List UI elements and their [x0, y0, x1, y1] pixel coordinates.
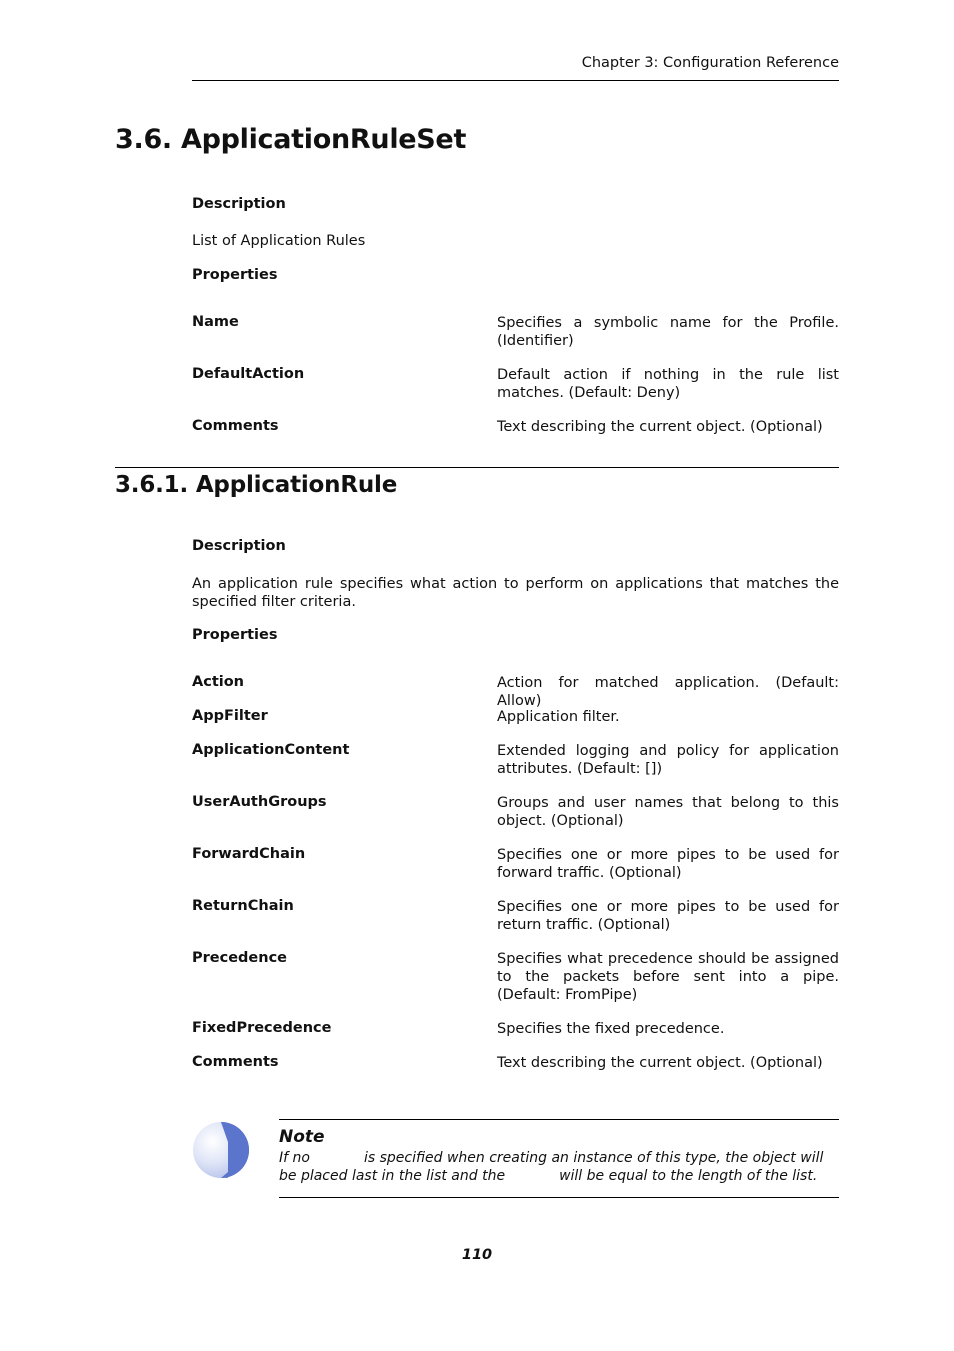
page-number: 110 [461, 1247, 493, 1263]
property-name: ReturnChain [192, 898, 294, 914]
property-name: DefaultAction [192, 366, 305, 382]
note-text-part: is specified when creating an instance of this type, the object will be placed last in the list and the [279, 1150, 824, 1184]
property-description: Action for matched application. (Default: Allow) [497, 675, 839, 709]
property-name: Comments [192, 1054, 279, 1070]
property-description: Specifies a symbolic name for the Profile. (Identifier) [497, 315, 839, 349]
property-description: Extended logging and policy for application attributes. (Default: []) [497, 743, 839, 777]
property-description: Specifies what precedence should be assigned to the packets before sent into a pipe. (Default: FromPipe) [497, 951, 839, 1003]
property-name: ForwardChain [192, 846, 306, 862]
properties-heading: Properties [192, 627, 278, 643]
subsection-divider [115, 467, 839, 468]
property-description: Specifies the fixed precedence. [497, 1021, 725, 1037]
property-name: FixedPrecedence [192, 1020, 332, 1036]
property-description: Specifies one or more pipes to be used for forward traffic. (Optional) [497, 847, 839, 881]
note-text [279, 1149, 839, 1185]
property-description: Groups and user names that belong to this object. (Optional) [497, 795, 839, 829]
property-name: Action [192, 674, 245, 690]
property-name: Comments [192, 418, 279, 434]
description-text: An application rule specifies what action to perform on applications that matches the specified filter criteria. [192, 576, 839, 610]
property-name: Precedence [192, 950, 288, 966]
properties-heading: Properties [192, 267, 278, 283]
note-text-part: If no [279, 1150, 310, 1166]
property-description: Text describing the current object. (Optional) [497, 1055, 823, 1071]
subsection-title: 3.6.1. ApplicationRule [115, 472, 398, 498]
section-title: 3.6. ApplicationRuleSet [115, 124, 467, 155]
note-icon [192, 1120, 252, 1180]
note-title: Note [279, 1127, 325, 1147]
description-text: List of Application Rules [192, 233, 366, 249]
property-name: Name [192, 314, 239, 330]
property-name: AppFilter [192, 708, 268, 724]
description-heading: Description [192, 538, 286, 554]
property-description: Default action if nothing in the rule list matches. (Default: Deny) [497, 367, 839, 401]
note-top-rule [279, 1119, 839, 1120]
note-bottom-rule [279, 1197, 839, 1198]
property-name: ApplicationContent [192, 742, 350, 758]
description-heading: Description [192, 196, 286, 212]
property-description: Text describing the current object. (Optional) [497, 419, 823, 435]
property-name: UserAuthGroups [192, 794, 327, 810]
note-text-part: will be equal to the length of the list. [559, 1168, 818, 1184]
property-description: Application filter. [497, 709, 620, 725]
running-header: Chapter 3: Configuration Reference [581, 55, 839, 71]
header-divider [192, 80, 839, 81]
property-description: Specifies one or more pipes to be used for return traffic. (Optional) [497, 899, 839, 933]
